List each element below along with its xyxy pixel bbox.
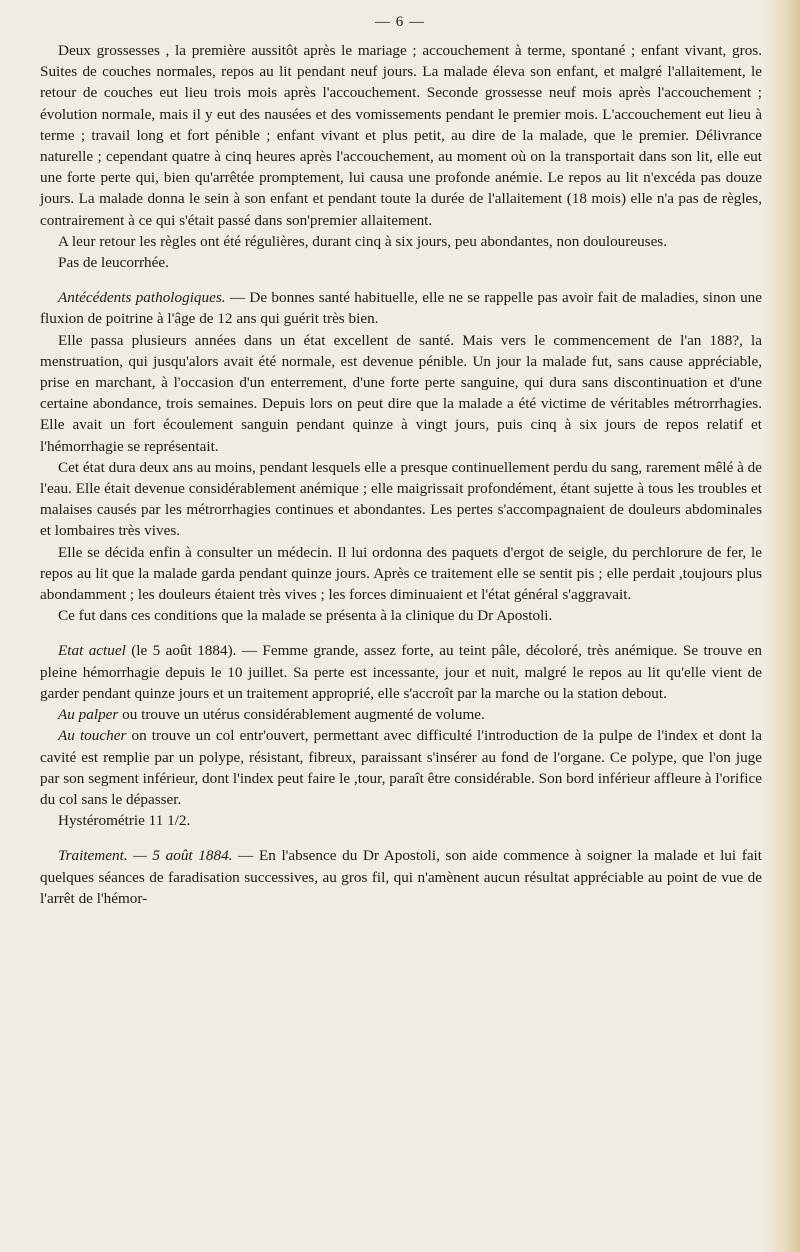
section-lead-toucher: Au toucher: [58, 727, 127, 745]
paragraph-text: Elle passa plusieurs années dans un état excellent de santé. Mais vers le commencement de l'an 188?, la menstruation, qui jusqu'alors avait été normale, est devenue pénible. Un jour la malade fut, sans cause appréciable, prise en marchant, à l'occasion d'un enterrement, d'une forte perte sanguine, qui dura sans discontinuation et d'une certaine abondance, trois semaines. Depuis lors on peut dire que la malade a été victime de véritables métrorrhagies. Elle avait un fort écoulement sanguin pendant quinze à vingt jours, puis cinq à six jours de repos relatif et l'hémorrhagie se représentait.: [40, 331, 762, 455]
paragraph-text: (le 5 août 1884). — Femme grande, assez forte, au teint pâle, décoloré, très anémique. Se trouve en pleine hémorrhagie depuis le 10 juillet. Sa perte est incessante, jour et nuit, malgré le repos au lit qu'elle vient de garder pendant quinze jours et un traitement approprié, elle s'accroît par la marche ou la station debout.: [40, 642, 762, 702]
paragraph-hysterometrie: [40, 810, 762, 831]
paragraph-traitement: [40, 845, 762, 909]
paragraph-text: A leur retour les règles ont été régulières, durant cinq à six jours, peu abondantes, non douloureuses.: [58, 232, 668, 250]
paragraph-text: on trouve un col entr'ouvert, permettant avec difficulté l'introduction de la pulpe de l'index et dont la cavité est remplie par un polype, résistant, fibreux, paraissant s'insérer au fond de l'organe. Ce polype, que l'on juge par son segment inférieur, dont l'index peut faire le ,tour, paraît être considérable. Son bord inférieur affleure à l'orifice du col sans le dépasser.: [40, 727, 763, 808]
body-text: [40, 40, 762, 909]
paragraph-text: — En l'absence du Dr Apostoli, son aide commence à soigner la malade et lui fait quelques séances de faradisation successives, au gros fil, qui n'amènent aucun résultat appréciable au point de vue de l'arrêt de l'hémor-: [40, 847, 762, 907]
section-lead-antecedents: Antécédents pathologiques.: [58, 289, 226, 307]
section-lead-etat-actuel: Etat actuel: [58, 642, 126, 660]
paragraph-text: ou trouve un utérus considérablement augmenté de volume.: [118, 706, 485, 724]
paragraph-consultation: [40, 542, 762, 606]
paragraph-leucorrhee: [40, 252, 762, 273]
paragraph-etat-deux-ans: [40, 457, 762, 542]
paragraph-retour-regles: [40, 231, 762, 252]
section-lead-traitement: Traitement. — 5 août 1884.: [58, 847, 233, 865]
page-edge-shadow: [762, 0, 800, 1252]
paragraph-antecedents: [40, 287, 762, 329]
paragraph-text: Deux grossesses , la première aussitôt après le mariage ; accouchement à terme, spontané ; enfant vivant, gros. Suites de couches normales, repos au lit pendant neuf jours. La malade éleva son enfant, et malgré l'allaitement, le retour de couches eut lieu trois mois après l'accouchement. Seconde grossesse neuf mois après l'accouchement ; évolution normale, mais il y eut des nausées et des vomissements pendant le premier mois. L'accouchement eut lieu à terme ; travail long et fort pénible ; enfant vivant et plus petit, au dire de la malade, que le premier. Délivrance naturelle ; cependant quatre à cinq heures après l'accouchement, au moment où on la transportait dans son lit, elle eut une forte perte qui, bien qu'arrêtée promptement, lui causa une profonde anémie. Le repos au lit n'excéda pas douze jours. La malade donna le sein à son enfant et pendant toute la durée de l'allaitement (18 mois) elle n'a pas de règles, contrairement à ce qui s'était passé dans son'premier allaitement.: [40, 42, 762, 229]
paragraph-palper: [40, 704, 762, 725]
section-lead-palper: Au palper: [58, 706, 119, 724]
paragraph-text: Ce fut dans ces conditions que la malade se présenta à la clinique du Dr Apostoli.: [58, 607, 553, 625]
paragraph-text: Pas de leucorrhée.: [58, 254, 169, 272]
paragraph-clinique: [40, 605, 762, 626]
paragraph-deux-grossesses: [40, 40, 762, 231]
paragraph-toucher: [40, 725, 762, 810]
paragraph-text: Cet état dura deux ans au moins, pendant lesquels elle a presque continuellement perdu du sang, rarement mêlé à de l'eau. Elle était devenue considérablement anémique ; elle maigrissait profondément, étant sujette à tous les troubles et malaises causés par les métrorrhagies continues et abondantes. Les pertes s'accompagnaient de douleurs abdominales et lombaires très vives.: [40, 458, 762, 540]
paragraph-text: Elle se décida enfin à consulter un médecin. Il lui ordonna des paquets d'ergot de seigle, du perchlorure de fer, le repos au lit que la malade garda pendant quinze jours. Après ce traitement elle se sentit pis ; elle perdait ,toujours plus abondamment ; les douleurs étaient très vives ; les forces diminuaient et l'état général s'aggravait.: [40, 543, 762, 604]
paragraph-etat-actuel: [40, 640, 762, 704]
paragraph-text: Hystérométrie 11 1/2.: [58, 812, 191, 830]
page-number: — 6 —: [375, 14, 425, 30]
paragraph-text: — De bonnes santé habituelle, elle ne se rappelle pas avoir fait de maladies, sinon une fluxion de poitrine à l'âge de 12 ans qui guérit très bien.: [40, 289, 762, 328]
paragraph-menstruation: [40, 330, 762, 457]
